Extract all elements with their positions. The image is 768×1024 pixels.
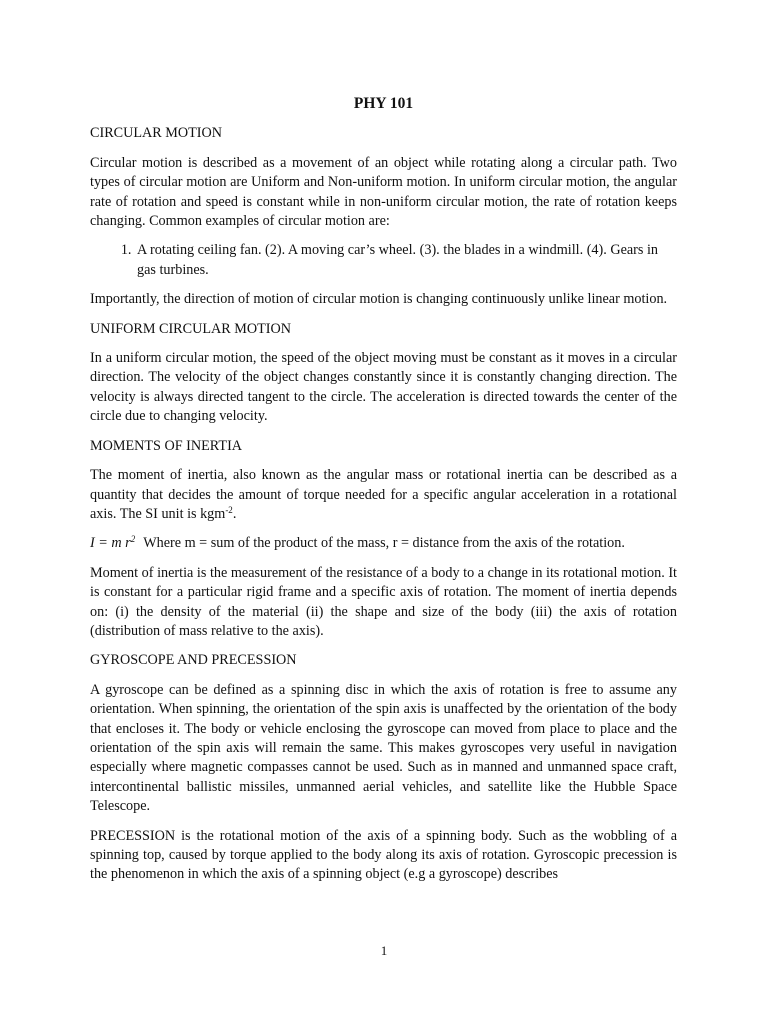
paragraph-circular-motion-direction: Importantly, the direction of motion of circular motion is changing continuously unlike linear motion.: [90, 291, 668, 308]
examples-list: [90, 241, 677, 280]
paragraph-moment-of-inertia-definition: [90, 466, 677, 524]
section-heading-uniform-circular-motion: UNIFORM CIRCULAR MOTION: [90, 320, 292, 337]
formula-exponent: 2: [130, 534, 136, 545]
formula-lhs: I = m r: [90, 535, 131, 552]
paragraph-gyroscope: A gyroscope can be defined as a spinning disc in which the axis of rotation is free to assume any orientation. When spinning, the orientation of the spin axis is unaffected by the orientation of the body that encloses it. The body or vehicle enclosing the gyroscope can moved from place to place and the orientation of the spin axis will remain the same. This makes gyroscopes very useful in navigation especially where magnetic compasses cannot be used. Such as in manned and unmanned space craft, intercontinental ballistic missiles, unmanned aerial vehicles, and satellite like the Hubble Space Telescope.: [90, 681, 677, 815]
formula-line: [90, 534, 677, 553]
page-number: 1: [380, 943, 388, 958]
document-title: PHY 101: [353, 95, 414, 112]
section-heading-gyroscope: GYROSCOPE AND PRECESSION: [90, 652, 297, 669]
section-heading-circular-motion: CIRCULAR MOTION: [90, 125, 223, 142]
definition-end: .: [232, 505, 237, 522]
formula-description: Where m = sum of the product of the mass, r = distance from the axis of the rotation.: [143, 535, 625, 552]
section-heading-moments-of-inertia: MOMENTS OF INERTIA: [90, 437, 243, 454]
inertia-formula: [90, 535, 135, 551]
paragraph-uniform-circular-motion: In a uniform circular motion, the speed of the object moving must be constant as it moves in a circular direction. The velocity of the object changes constantly since it is constantly changing direction. The velocity is always directed tangent to the circle. The acceleration is directed towards the center of the circle due to changing velocity.: [90, 350, 677, 425]
paragraph-precession: PRECESSION is the rotational motion of the axis of a spinning body. Such as the wobbling of a spinning top, caused by torque applied to the body along its axis of rotation. Gyroscopic precession is the phenomenon in which the axis of a spinning object (e.g a gyroscope) describes: [90, 827, 677, 883]
unit-exponent: -2: [225, 504, 233, 515]
paragraph-moment-of-inertia-resistance: Moment of inertia is the measurement of the resistance of a body to a change in its rotational motion. It is constant for a particular rigid frame and a specific axis of rotation. The moment of inertia depends on: (i) the density of the material (ii) the shape and size of the body (iii) the axis of rotation (distribution of mass relative to the axis).: [90, 564, 677, 639]
list-item: 1. A rotating ceiling fan. (2). A moving car’s wheel. (3). the blades in a windmill. (4). Gears in gas turbines.: [135, 241, 677, 280]
definition-text: The moment of inertia, also known as the angular mass or rotational inertia can be described as a quantity that decides the amount of torque needed for a specific angular acceleration in a rotational axis. The SI unit is kgm: [90, 467, 677, 522]
document-page: [90, 94, 677, 895]
paragraph-circular-motion-intro: Circular motion is described as a movement of an object while rotating along a circular path. Two types of circular motion are Uniform and Non-uniform motion. In uniform circular motion, the angular rate of rotation and speed is constant while in non-uniform circular motion, the rate of rotation keeps changing. Common examples of circular motion are:: [90, 154, 677, 230]
